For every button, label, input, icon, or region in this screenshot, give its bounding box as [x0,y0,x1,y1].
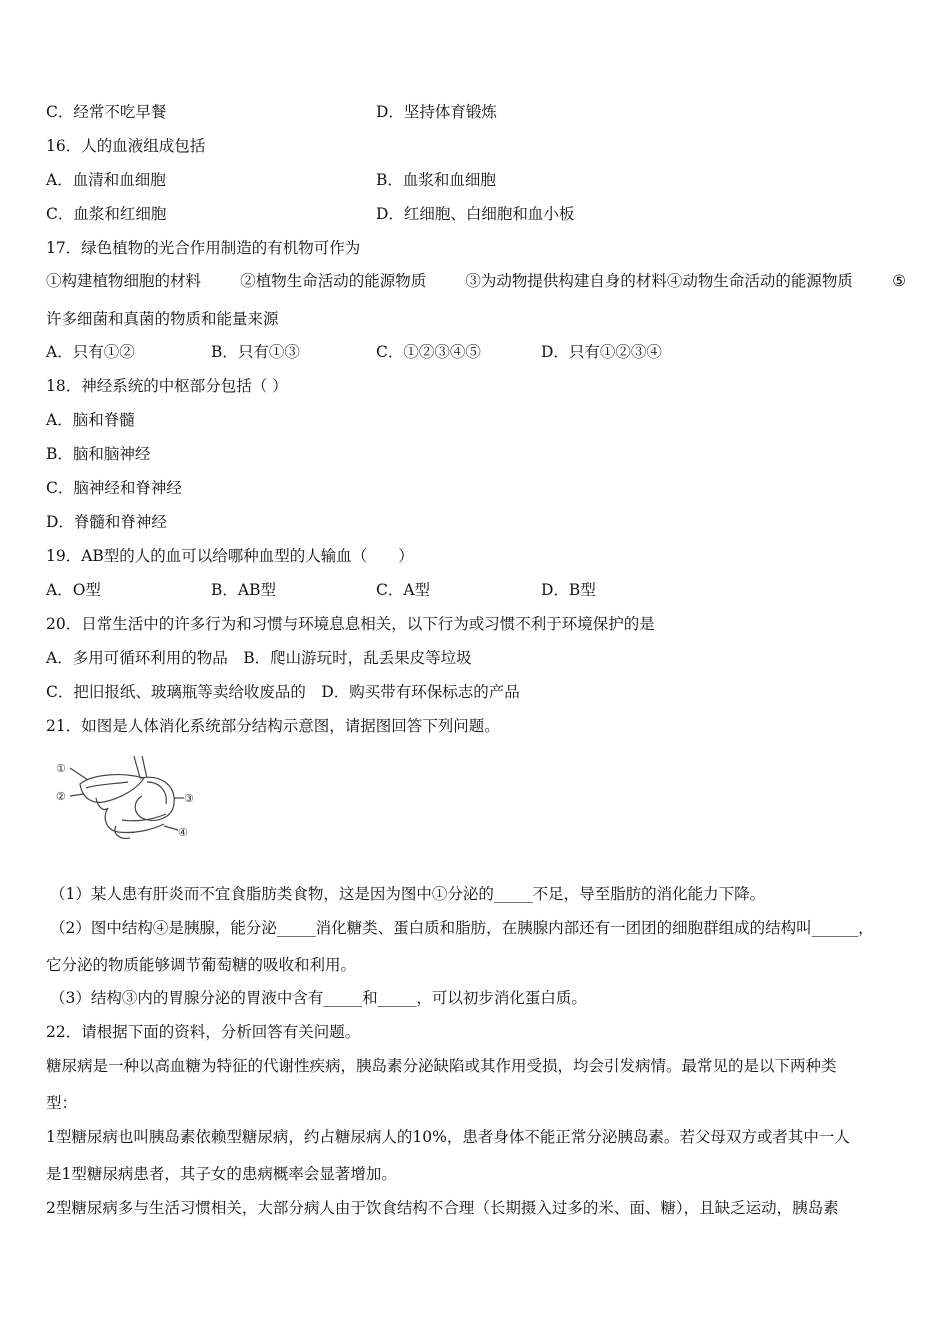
q19-options [46,580,706,600]
q20-stem: 20．日常生活中的许多行为和习惯与环境息息相关，以下行为或习惯不利于环境保护的是 [46,615,655,633]
q17-item-3-4: ③为动物提供构建自身的材料④动物生命活动的能源物质 [465,272,853,290]
q22-para1-line2: 型： [46,1094,78,1112]
q21-part2-line1: （2）图中结构④是胰腺，能分泌_____消化糖类、蛋白质和脂肪，在胰腺内部还有一团团的细胞群组成的结构叫______， [50,919,874,937]
q16-stem: 16．人的血液组成包括 [46,137,206,155]
q16-option-c: C．血浆和红细胞 [46,205,167,223]
q21-part3: （3）结构③内的胃腺分泌的胃液中含有_____和_____，可以初步消化蛋白质。 [50,989,587,1007]
q22-stem: 22．请根据下面的资料，分析回答有关问题。 [46,1023,361,1041]
q22-para2-line1: 1型糖尿病也叫胰岛素依赖型糖尿病，约占糖尿病人的10%，患者身体不能正常分泌胰岛素。若父母双方或者其中一人 [46,1128,850,1146]
q17-item-1: ①构建植物细胞的材料 [46,272,202,290]
q19-option-b: B．AB型 [211,581,276,599]
q15-options [46,102,706,122]
q21-part2-line2: 它分泌的物质能够调节葡萄糖的吸收和利用。 [46,956,357,974]
q20-options-ab: A．多用可循环利用的物品 B．爬山游玩时，乱丢果皮等垃圾 [46,649,472,667]
figure-label-1: ① [56,762,66,775]
q17-stem: 17．绿色植物的光合作用制造的有机物可作为 [46,239,361,257]
q16-options-ab [46,170,706,190]
q21-part1: （1）某人患有肝炎而不宜食脂肪类食物，这是因为图中①分泌的_____不足，导至脂肪的消化能力下降。 [50,885,766,903]
figure-label-4: ④ [178,826,188,839]
q21-stem: 21．如图是人体消化系统部分结构示意图，请据图回答下列问题。 [46,717,500,735]
q17-option-d: D．只有①②③④ [541,343,662,361]
q16-option-d: D．红细胞、白细胞和血小板 [376,205,575,223]
q17-option-c: C．①②③④⑤ [376,343,481,361]
q22-para2-line2: 是1型糖尿病患者，其子女的患病概率会显著增加。 [46,1165,397,1183]
q15-option-c: C．经常不吃早餐 [46,103,167,121]
q16-option-b: B．血浆和血细胞 [376,171,496,189]
q17-option-a: A．只有①② [46,343,135,361]
q18-option-b: B．脑和脑神经 [46,445,151,463]
q17-items-line2: 许多细菌和真菌的物质和能量来源 [46,310,279,328]
q18-option-c: C．脑神经和脊神经 [46,479,182,497]
q17-option-b: B．只有①③ [211,343,300,361]
q19-option-c: C．A型 [376,581,431,599]
q18-stem: 18．神经系统的中枢部分包括（ ） [46,377,288,395]
q17-item-5: ⑤ [892,272,906,290]
q22-para1-line1: 糖尿病是一种以高血糖为特征的代谢性疾病，胰岛素分泌缺陷或其作用受损，均会引发病情。最常见的是以下两种类 [46,1057,837,1075]
figure-label-3: ③ [184,792,194,805]
q17-options [46,342,706,362]
q22-para3-line1: 2型糖尿病多与生活习惯相关，大部分病人由于饮食结构不合理（长期摄入过多的米、面、糖），且缺乏运动，胰岛素 [46,1199,839,1217]
q16-options-cd [46,204,706,224]
digestive-system-figure [52,752,202,844]
q17-item-2: ②植物生命活动的能源物质 [240,272,427,290]
q15-option-d: D．坚持体育锻炼 [376,103,497,121]
q18-option-a: A．脑和脊髓 [46,411,135,429]
q20-options-cd: C．把旧报纸、玻璃瓶等卖给收废品的 D．购买带有环保标志的产品 [46,683,520,701]
q18-option-d: D．脊髓和脊神经 [46,513,167,531]
q16-option-a: A．血清和血细胞 [46,171,166,189]
q17-items-line1 [46,271,906,291]
q19-option-d: D．B型 [541,581,596,599]
q19-stem: 19．AB型的人的血可以给哪种血型的人输血（ ） [46,547,414,565]
q19-option-a: A．O型 [46,581,101,599]
figure-label-2: ② [56,790,66,803]
